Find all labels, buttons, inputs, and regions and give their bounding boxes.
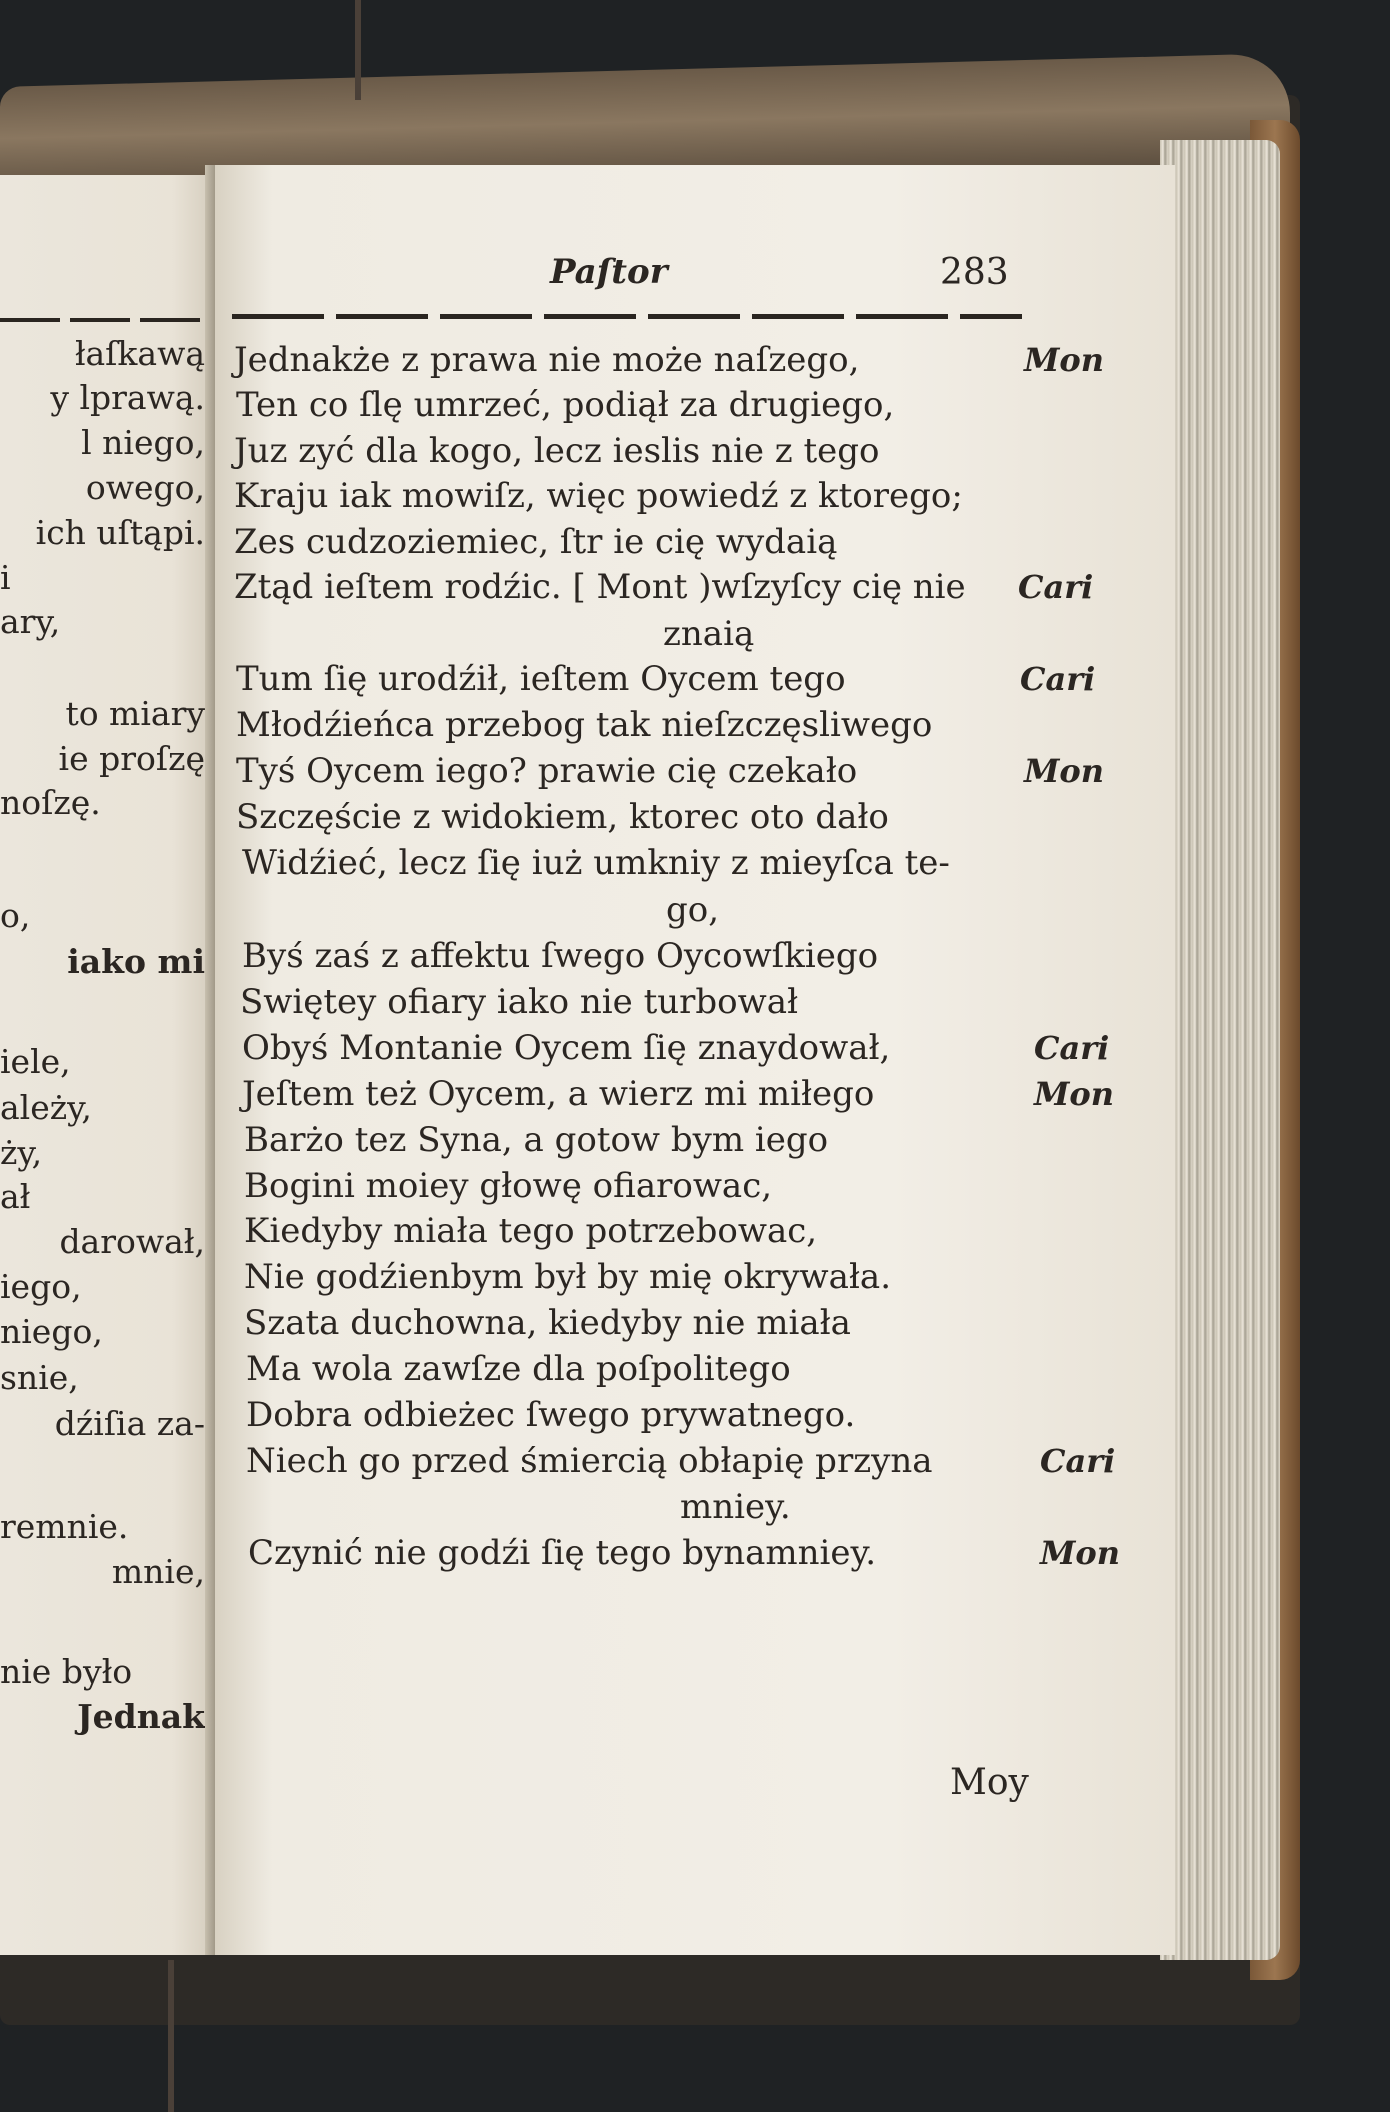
page-stack-edges <box>1160 140 1280 1960</box>
verse-line: mniey. <box>680 1487 791 1527</box>
verse-line: Szata duchowna, kiedyby nie miała <box>244 1303 851 1343</box>
verse-line: Bogini moiey głowę ofiarowac, <box>244 1166 773 1206</box>
left-page-line: dźiſia za- <box>54 1404 205 1443</box>
left-page-line: noſzę. <box>0 783 101 822</box>
left-page-line: mnie, <box>111 1552 205 1591</box>
speaker-label: Mon <box>1024 752 1105 790</box>
page-number: 283 <box>940 252 1009 293</box>
speaker-label: Cari <box>1034 1029 1110 1067</box>
left-page-line: ał <box>0 1177 31 1216</box>
verse-line: Ztąd ieſtem rodźic. [ Mont )wſzyſcy cię nie <box>234 567 966 607</box>
left-page <box>0 175 215 1955</box>
speaker-label: Cari <box>1020 660 1096 698</box>
left-page-line: owego, <box>85 468 205 507</box>
catchword: Moy <box>950 1762 1029 1803</box>
left-page-line: niego, <box>0 1312 103 1351</box>
left-page-line: łaſkawą <box>74 334 205 373</box>
verse-line: Młodźieńca przebog tak nieſzczęsliwego <box>236 705 933 745</box>
verse-line: Zes cudzoziemiec, ſtr ie cię wydaią <box>234 522 838 562</box>
verse-line: Barżo tez Syna, a gotow bym iego <box>244 1120 829 1160</box>
verse-line: Jednakże z prawa nie może naſzego, <box>234 340 860 380</box>
binding-thread <box>168 1960 174 2112</box>
left-page-line: o, <box>0 896 31 935</box>
verse-line: Obyś Montanie Oycem ſię znaydował, <box>242 1028 891 1068</box>
left-page-line: iele, <box>0 1042 71 1081</box>
verse-line: Jeſtem też Oycem, a wierz mi miłego <box>242 1074 875 1114</box>
running-head-title: Paſtor <box>550 252 668 292</box>
verse-line: Ten co ſlę umrzeć, podiął za drugiego, <box>236 385 895 425</box>
left-page-line: darował, <box>59 1222 205 1261</box>
speaker-label: Mon <box>1024 341 1105 379</box>
left-page-line: l niego, <box>81 423 205 462</box>
left-page-line: y lprawą. <box>50 378 205 417</box>
verse-line: Ma wola zawſze dla poſpolitego <box>246 1349 791 1389</box>
speaker-label: Mon <box>1040 1534 1121 1572</box>
left-page-line: remnie. <box>0 1507 129 1546</box>
left-page-line: ależy, <box>0 1088 92 1127</box>
verse-line: Byś zaś z affektu ſwego Oycowſkiego <box>242 936 879 976</box>
left-page-line: snie, <box>0 1358 79 1397</box>
speaker-label: Mon <box>1034 1075 1115 1113</box>
left-page-line: ie proſzę <box>58 739 205 778</box>
speaker-label: Cari <box>1040 1442 1116 1480</box>
verse-line: Kiedyby miała tego potrzebowac, <box>244 1211 818 1251</box>
verse-line: Nie godźienbym był by mię okrywała. <box>244 1257 892 1297</box>
left-page-line: to miary <box>65 694 205 733</box>
verse-line: Juz zyć dla kogo, lecz ieslis nie z tego <box>234 431 880 471</box>
verse-line: Szczęście z widokiem, ktorec oto dało <box>236 797 889 837</box>
header-rule <box>232 314 1022 319</box>
verse-line: go, <box>666 890 720 930</box>
left-page-line: ich uſtąpi. <box>35 513 205 552</box>
verse-line: Czynić nie godźi ſię tego bynamniey. <box>248 1533 877 1573</box>
left-page-line: i <box>0 558 11 597</box>
left-page-line: iego, <box>0 1267 82 1306</box>
verse-line: Tum ſię urodźił, ieſtem Oycem tego <box>236 659 846 699</box>
left-page-line: iako mi <box>67 942 205 981</box>
speaker-label: Cari <box>1018 568 1094 606</box>
left-page-rule <box>0 318 205 322</box>
verse-line: Swiętey ofiary iako nie turbował <box>240 982 799 1022</box>
verse-line: Dobra odbieżec ſwego prywatnego. <box>246 1395 856 1435</box>
left-page-line: nie było <box>0 1652 133 1691</box>
verse-line: Niech go przed śmiercią obłapię przyna <box>246 1441 933 1481</box>
left-page-line: Jednak <box>77 1697 205 1736</box>
binding-thread <box>355 0 361 100</box>
left-page-line: ży, <box>0 1133 43 1172</box>
verse-line: Kraju iak mowiſz, więc powiedź z ktorego; <box>234 476 963 516</box>
verse-line: Widźieć, lecz ſię iuż umkniy z mieyſca te- <box>242 843 950 883</box>
verse-line: Tyś Oycem iego? prawie cię czekało <box>236 751 858 791</box>
left-page-line: ary, <box>0 602 61 641</box>
verse-line: znaią <box>663 614 755 654</box>
